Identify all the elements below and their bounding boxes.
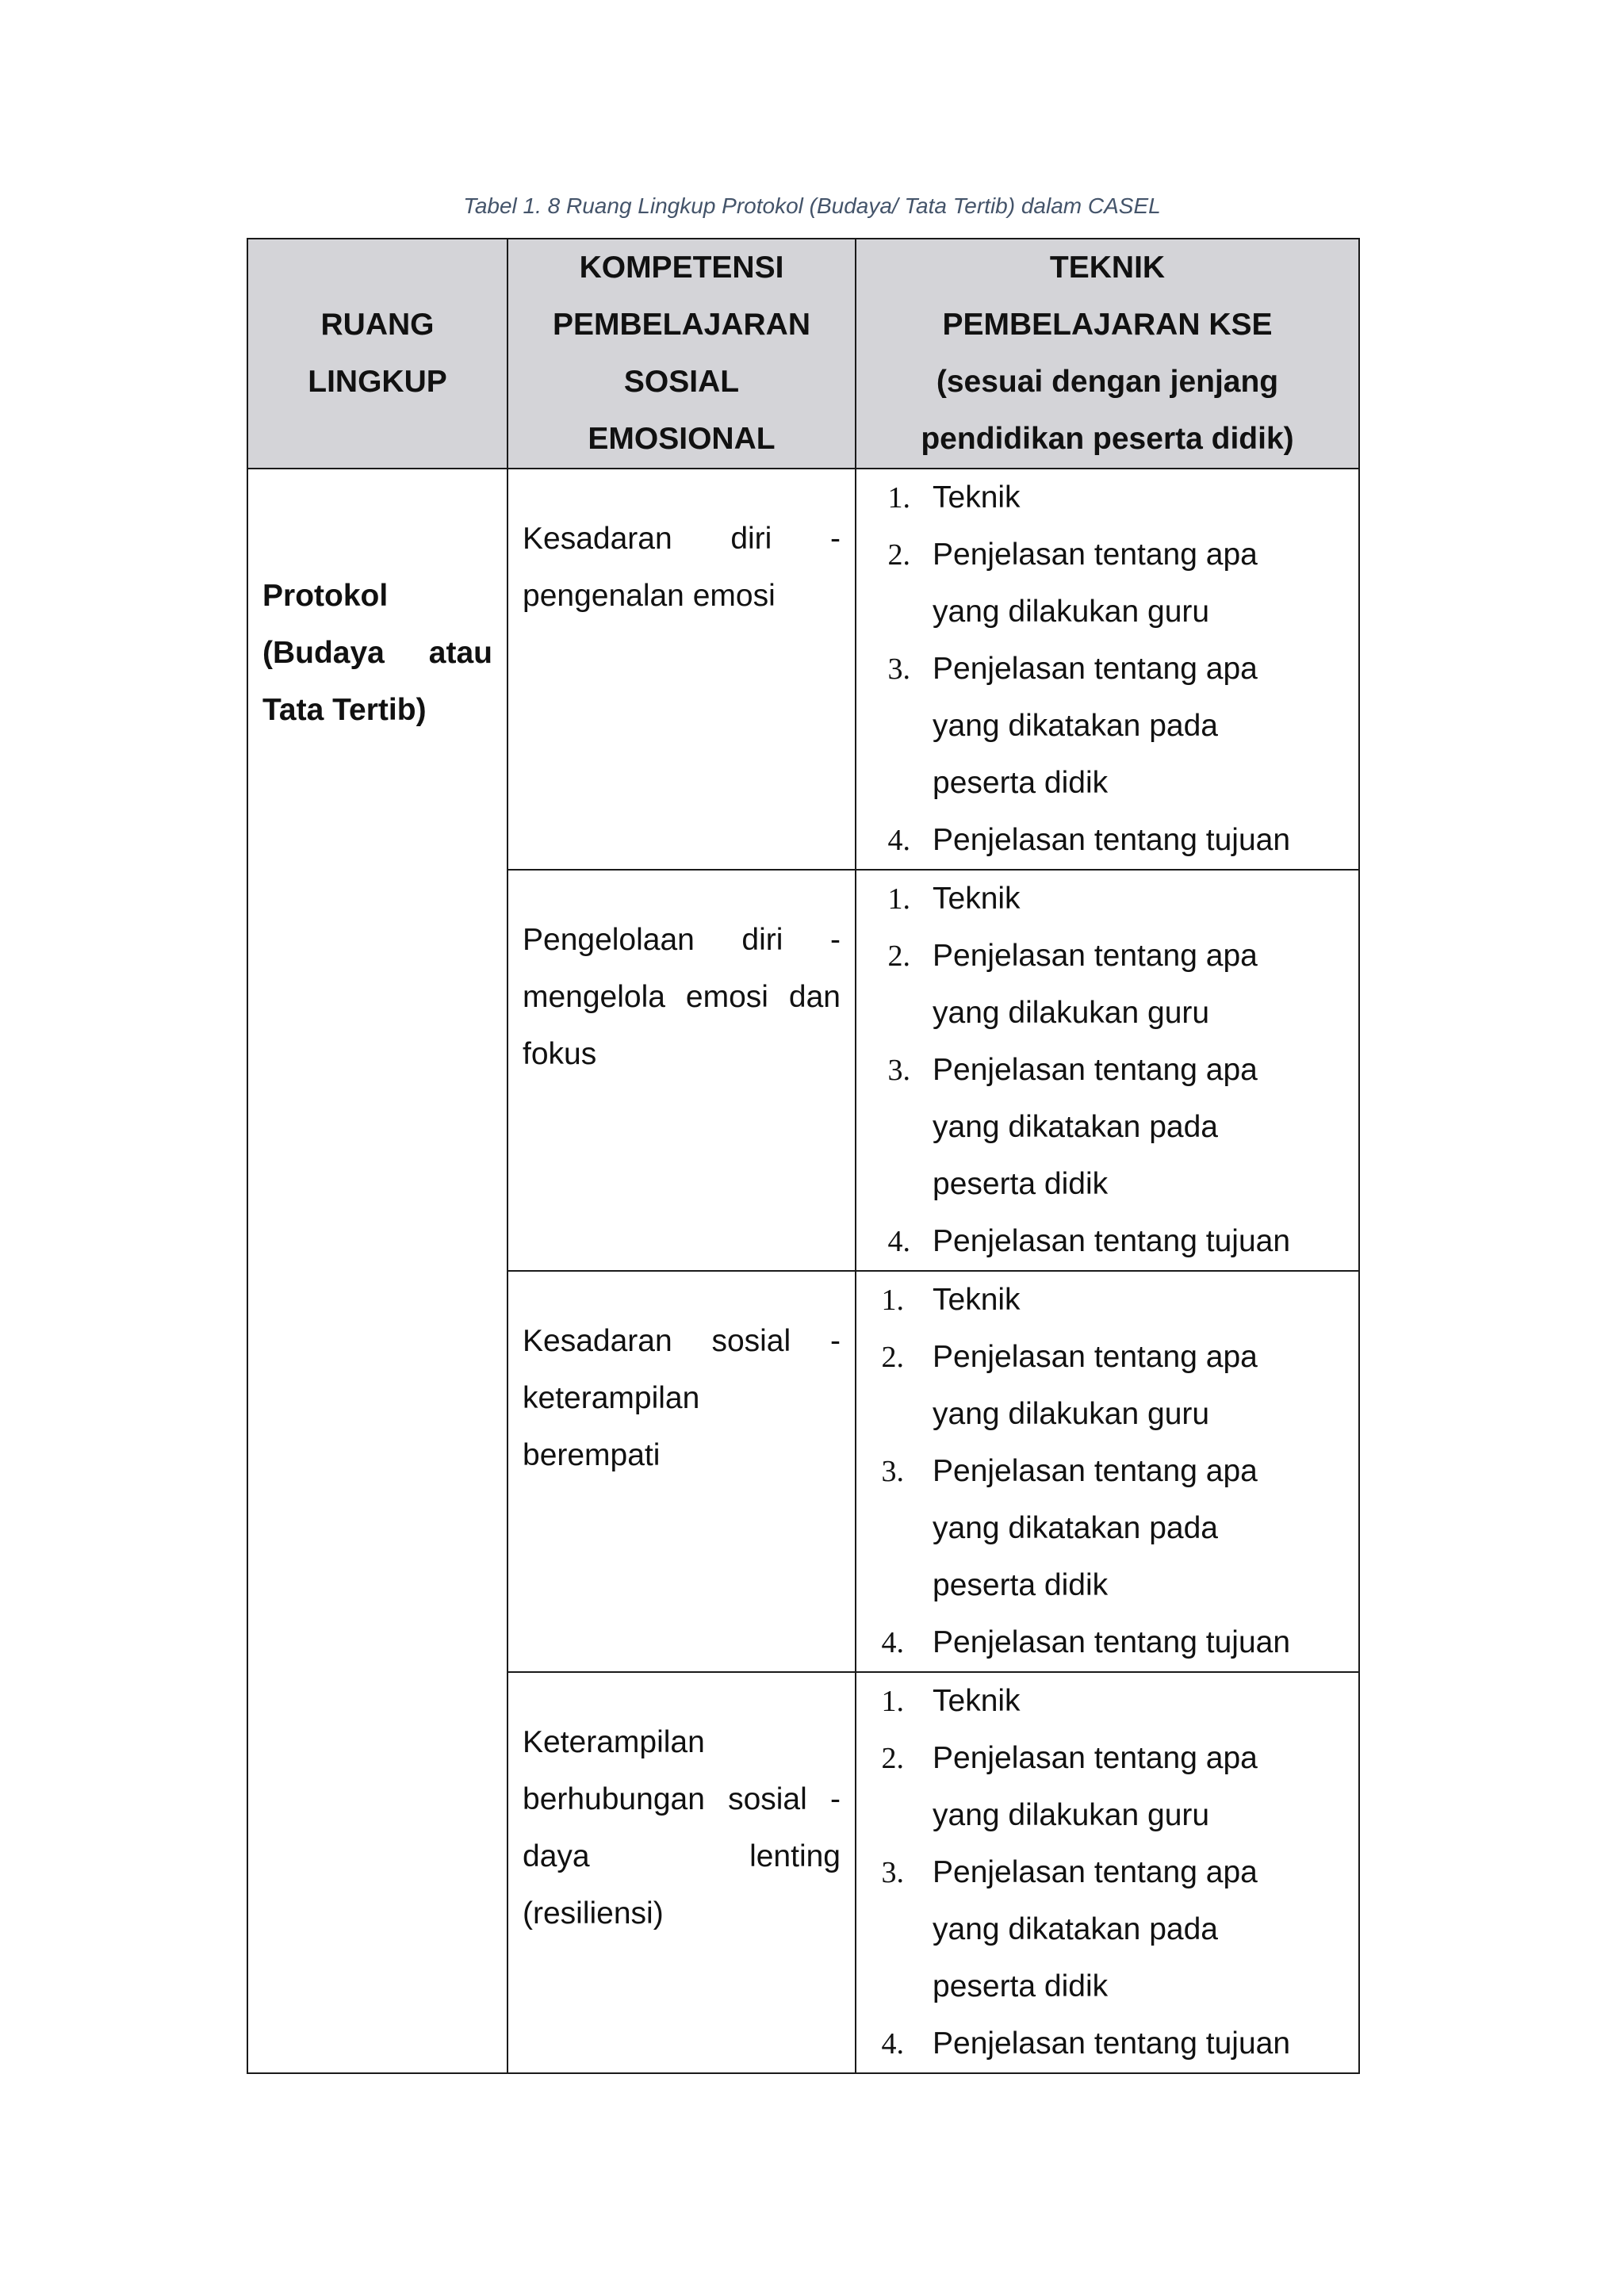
technique-text: yang dilakukan guru (933, 1798, 1210, 1832)
competency-line (523, 1427, 841, 1484)
technique-text: peserta didik (933, 766, 1109, 800)
competency-word: mengelola (523, 980, 665, 1014)
competency-word: Keterampilan (523, 1725, 705, 1759)
technique-item (856, 641, 1350, 698)
technique-number: 3. (881, 1856, 904, 1889)
technique-item (856, 1329, 1350, 1386)
technique-number (856, 1500, 926, 1557)
technique-list (856, 469, 1358, 869)
header-technique-line: (sesuai dengan jenjang (936, 365, 1279, 399)
technique-item (856, 871, 1350, 928)
technique-number: 1. (881, 1685, 904, 1718)
technique-text: yang dikatakan pada (933, 709, 1218, 743)
scope-word: atau (428, 636, 492, 670)
technique-item (856, 469, 1350, 526)
technique-number: 1. (881, 1284, 904, 1317)
technique-text: Penjelasan tentang apa (933, 1053, 1258, 1087)
competency-word: (resiliensi) (523, 1896, 664, 1931)
technique-text: Penjelasan tentang apa (933, 538, 1258, 572)
competency-word: emosi (685, 980, 768, 1014)
header-competency-line: KOMPETENSI (579, 251, 784, 285)
header-technique (856, 239, 1359, 469)
technique-cell (856, 1672, 1359, 2073)
technique-text: peserta didik (933, 1568, 1109, 1602)
technique-text: yang dikatakan pada (933, 1912, 1218, 1946)
competency-word: Kesadaran (523, 1324, 672, 1358)
scope-line (262, 625, 492, 682)
technique-item (856, 1787, 1350, 1844)
technique-cell (856, 1271, 1359, 1672)
competency-word: dan (788, 980, 841, 1014)
technique-item (856, 1386, 1350, 1443)
technique-text: yang dikatakan pada (933, 1511, 1218, 1545)
technique-item (856, 1099, 1350, 1156)
competency-text (508, 871, 855, 1083)
technique-text: Teknik (933, 1684, 1021, 1718)
competency-word: - (829, 1324, 841, 1358)
technique-number: 2. (881, 1341, 904, 1374)
technique-text: peserta didik (933, 1167, 1109, 1201)
technique-text: Penjelasan tentang apa (933, 1340, 1258, 1374)
competency-word: diri (741, 923, 783, 957)
technique-text: yang dilakukan guru (933, 996, 1210, 1030)
technique-number: 1. (887, 882, 910, 916)
header-technique-line: PEMBELAJARAN KSE (942, 308, 1273, 342)
technique-text: Teknik (933, 882, 1021, 916)
technique-number (856, 698, 933, 755)
technique-text: Penjelasan tentang apa (933, 939, 1258, 973)
competency-word: sosial (728, 1782, 807, 1816)
competency-line (523, 1885, 841, 1942)
competency-text (508, 1673, 855, 1942)
technique-text: Penjelasan tentang apa (933, 652, 1258, 686)
header-competency-line: PEMBELAJARAN (552, 308, 811, 342)
technique-number (856, 1958, 926, 2015)
technique-number: 4. (887, 824, 910, 857)
header-technique-line: TEKNIK (1049, 251, 1166, 285)
technique-item (856, 1443, 1350, 1500)
technique-item (856, 1614, 1350, 1671)
competency-word: lenting (749, 1839, 841, 1873)
technique-item (856, 755, 1350, 812)
technique-number (856, 1386, 926, 1443)
technique-text: Penjelasan tentang tujuan (933, 1224, 1291, 1258)
technique-item (856, 1557, 1350, 1614)
technique-item (856, 1156, 1350, 1213)
technique-item (856, 928, 1350, 985)
technique-text: yang dilakukan guru (933, 1397, 1210, 1431)
technique-cell (856, 870, 1359, 1271)
header-competency-line: SOSIAL (623, 365, 740, 399)
technique-number (856, 1787, 926, 1844)
competency-cell (508, 1672, 856, 2073)
scope-cell (247, 469, 508, 2073)
technique-number: 4. (881, 1626, 904, 1659)
technique-number: 2. (887, 939, 910, 973)
technique-item (856, 1958, 1350, 2015)
technique-item (856, 698, 1350, 755)
technique-number: 3. (887, 652, 910, 686)
competency-line (523, 969, 841, 1026)
header-scope-line: LINGKUP (308, 365, 447, 399)
technique-number: 4. (881, 2027, 904, 2061)
competency-word: - (830, 522, 841, 556)
technique-number (856, 1901, 926, 1958)
scope-line: Protokol (262, 579, 389, 613)
technique-item (856, 2015, 1350, 2072)
competency-line (523, 511, 841, 568)
technique-text: Penjelasan tentang tujuan (933, 1625, 1291, 1659)
technique-text: Teknik (933, 480, 1021, 515)
technique-cell (856, 469, 1359, 870)
scope-word: (Budaya (262, 636, 385, 670)
table-row (247, 469, 1359, 870)
technique-number: 3. (881, 1455, 904, 1488)
technique-item (856, 1500, 1350, 1557)
competency-text (508, 1272, 855, 1484)
competency-word: pengenalan emosi (523, 579, 776, 613)
technique-text: yang dikatakan pada (933, 1110, 1218, 1144)
competency-line (523, 1771, 841, 1828)
technique-list (856, 1673, 1358, 2072)
technique-item (856, 812, 1350, 869)
scope-line: Tata Tertib) (262, 693, 427, 727)
technique-number: 4. (887, 1225, 910, 1258)
competency-word: Pengelolaan (523, 923, 695, 957)
competency-word: berhubungan (523, 1782, 705, 1816)
technique-item (856, 1844, 1350, 1901)
technique-list (856, 871, 1358, 1270)
competency-text (508, 469, 855, 625)
technique-number (856, 755, 933, 812)
technique-item (856, 1673, 1350, 1730)
competency-word: - (829, 923, 841, 957)
technique-number: 2. (887, 538, 910, 572)
competency-word: berempati (523, 1438, 661, 1472)
header-scope-line: RUANG (320, 308, 435, 342)
competency-line (523, 1714, 841, 1771)
header-technique-line: pendidikan peserta didik) (921, 422, 1294, 456)
technique-text: Penjelasan tentang apa (933, 1454, 1258, 1488)
technique-item (856, 526, 1350, 584)
competency-line (523, 912, 841, 969)
technique-item (856, 985, 1350, 1042)
technique-text: peserta didik (933, 1969, 1109, 2003)
technique-number (856, 584, 933, 641)
technique-number: 3. (887, 1054, 910, 1087)
scope-text (248, 469, 507, 739)
technique-text: Penjelasan tentang apa (933, 1741, 1258, 1775)
technique-number (856, 1099, 933, 1156)
competency-line (523, 1026, 841, 1083)
technique-item (856, 1042, 1350, 1099)
technique-list (856, 1272, 1358, 1671)
competency-word: Kesadaran (523, 522, 672, 556)
competency-cell (508, 469, 856, 870)
competency-word: keterampilan (523, 1381, 700, 1415)
technique-item (856, 1272, 1350, 1329)
competency-word: daya (523, 1839, 590, 1873)
technique-text: Penjelasan tentang apa (933, 1855, 1258, 1889)
competency-cell (508, 870, 856, 1271)
header-competency-line: EMOSIONAL (588, 422, 776, 456)
technique-number: 1. (887, 481, 910, 515)
competency-word: - (829, 1782, 841, 1816)
technique-item (856, 1213, 1350, 1270)
table-caption: Tabel 1. 8 Ruang Lingkup Protokol (Budaya/ Tata Tertib) dalam CASEL (463, 193, 1161, 218)
competency-word: diri (730, 522, 772, 556)
technique-item (856, 584, 1350, 641)
competency-cell (508, 1271, 856, 1672)
competency-word: sosial (711, 1324, 791, 1358)
header-row (247, 239, 1359, 469)
header-competency (508, 239, 856, 469)
technique-text: Penjelasan tentang tujuan (933, 2026, 1291, 2061)
competency-line (523, 568, 841, 625)
protocol-table (247, 238, 1360, 2074)
technique-number (856, 1156, 933, 1213)
competency-line (523, 1313, 841, 1370)
technique-text: yang dilakukan guru (933, 595, 1210, 629)
competency-word: fokus (523, 1037, 597, 1071)
competency-line (523, 1370, 841, 1427)
header-scope (247, 239, 508, 469)
technique-number (856, 985, 933, 1042)
technique-number (856, 1557, 926, 1614)
competency-line (523, 1828, 841, 1885)
technique-item (856, 1730, 1350, 1787)
technique-text: Teknik (933, 1283, 1021, 1317)
technique-item (856, 1901, 1350, 1958)
table-body (247, 469, 1359, 2073)
technique-number: 2. (881, 1742, 904, 1775)
technique-text: Penjelasan tentang tujuan (933, 823, 1291, 857)
